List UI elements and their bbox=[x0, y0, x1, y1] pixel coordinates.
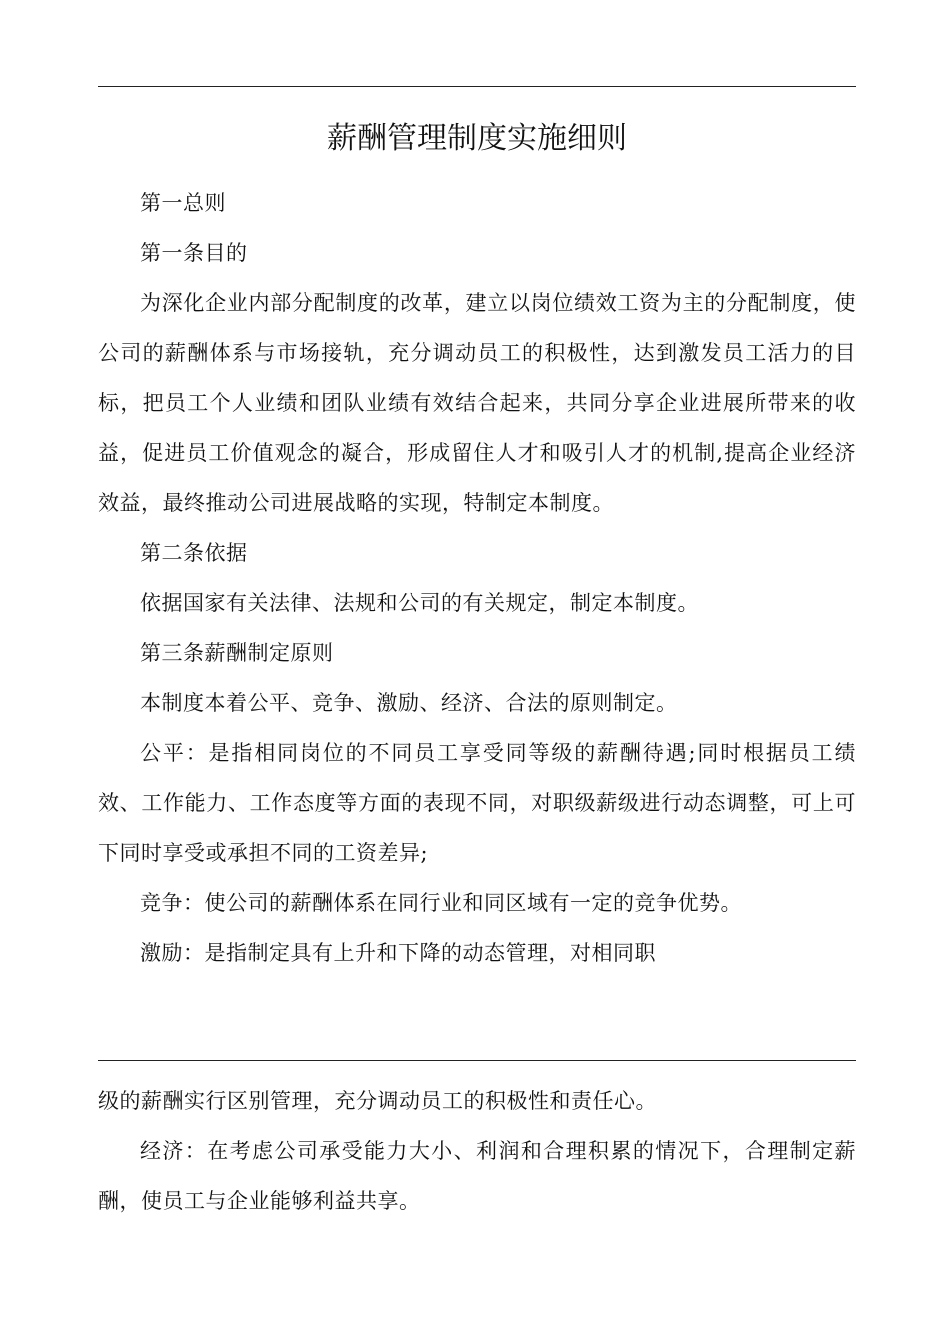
principle-fairness: 公平：是指相同岗位的不同员工享受同等级的薪酬待遇;同时根据员工绩效、工作能力、工作态度等方面的表现不同，对职级薪级进行动态调整，可上可下同时享受或承担不同的工资差异; bbox=[98, 741, 856, 865]
article-3-heading: 第三条薪酬制定原则 bbox=[140, 641, 334, 665]
article-1-body: 为深化企业内部分配制度的改革，建立以岗位绩效工资为主的分配制度，使公司的薪酬体系与市场接轨，充分调动员工的积极性，达到激发员工活力的目标，把员工个人业绩和团队业绩有效结合起来，共同分享企业进展所带来的收益，促进员工价值观念的凝合，形成留住人才和吸引人才的机制,提高企业经济效益，最终推动公司进展战略的实现，特制定本制度。 bbox=[98, 291, 856, 515]
article-1-heading: 第一条目的 bbox=[140, 241, 248, 265]
principle-incentive-part2: 级的薪酬实行区别管理，充分调动员工的积极性和责任心。 bbox=[98, 1089, 657, 1113]
principle-competition: 竞争：使公司的薪酬体系在同行业和同区域有一定的竞争优势。 bbox=[140, 891, 742, 915]
page-top-rule bbox=[98, 86, 856, 87]
chapter-heading: 第一总则 bbox=[140, 191, 226, 215]
page-break-rule bbox=[98, 1060, 856, 1061]
page-2-body bbox=[98, 1076, 856, 1226]
article-2-body: 依据国家有关法律、法规和公司的有关规定，制定本制度。 bbox=[140, 591, 699, 615]
document-title: 薪酬管理制度实施细则 bbox=[327, 121, 627, 156]
page-1-body bbox=[98, 112, 856, 978]
principle-incentive-part1: 激励：是指制定具有上升和下降的动态管理，对相同职 bbox=[140, 941, 656, 965]
principle-economy: 经济：在考虑公司承受能力大小、利润和合理积累的情况下，合理制定薪酬，使员工与企业能够利益共享。 bbox=[98, 1139, 856, 1213]
article-3-body: 本制度本着公平、竞争、激励、经济、合法的原则制定。 bbox=[140, 691, 678, 715]
article-2-heading: 第二条依据 bbox=[140, 541, 248, 565]
